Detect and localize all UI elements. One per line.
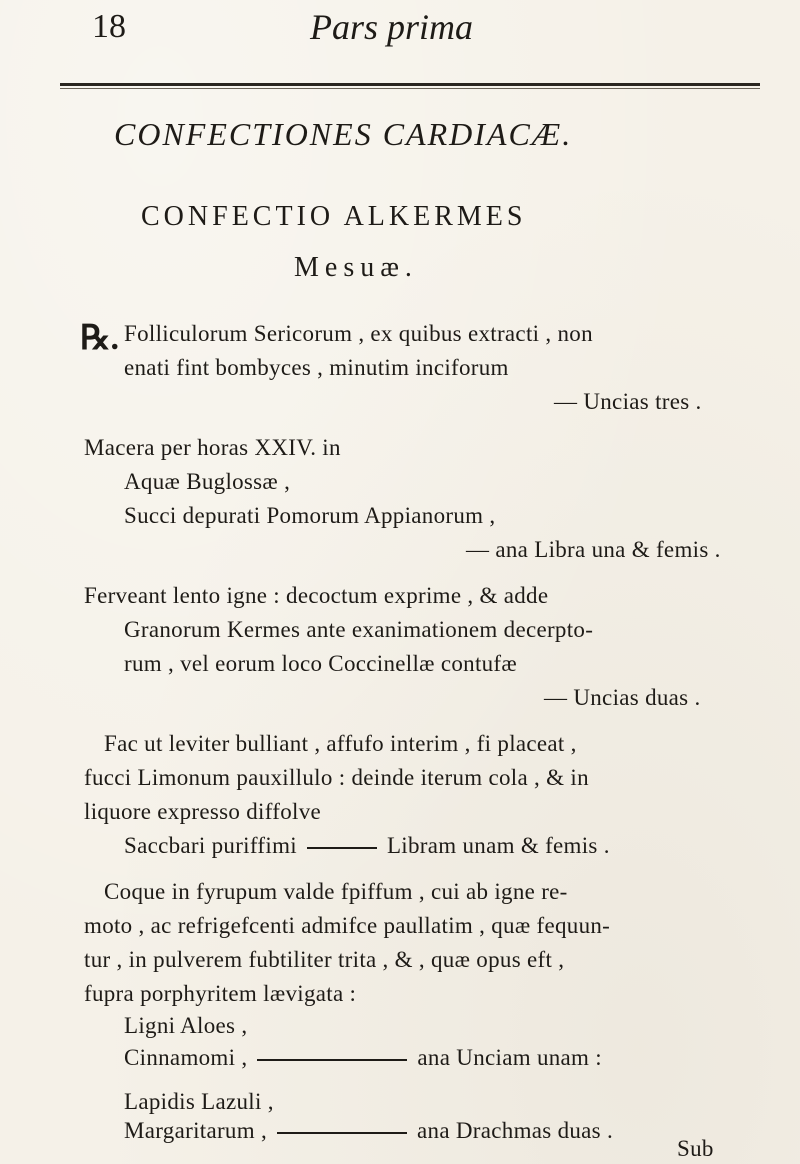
ingredient-amount: ana Drachmas duas . — [417, 1118, 614, 1143]
ingredient-name: Saccbari puriffimi — [124, 833, 297, 858]
header-rule — [60, 83, 760, 86]
text-line: moto , ac refrigefcenti admifce paullatim , quæ fequun- — [84, 913, 611, 938]
header-rule-thin — [60, 88, 760, 89]
ingredient-amount: Libram unam & femis . — [386, 833, 610, 858]
text-line: — ana Libra una & femis . — [466, 537, 721, 562]
text-line: Succi depurati Pomorum Appianorum , — [124, 503, 496, 528]
text-line: rum , vel eorum loco Coccinellæ contufæ — [124, 651, 518, 676]
ingredient-name: Cinnamomi , — [124, 1045, 248, 1070]
page-number: 18 — [92, 8, 126, 45]
recipe-author: Mesuæ. — [294, 252, 418, 283]
text-line: enati fint bombyces , minutim inciforum — [124, 355, 509, 380]
text-line: Macera per horas XXIV. in — [84, 435, 341, 460]
ingredient-amount: ana Unciam unam : — [417, 1045, 602, 1070]
text-line: tur , in pulverem fubtiliter trita , & , quæ opus eft , — [84, 947, 565, 972]
text-line: Granorum Kermes ante exanimationem decerpto- — [124, 617, 594, 642]
section-heading: CONFECTIONES CARDIACÆ. — [114, 116, 573, 152]
text-line: Folliculorum Sericorum , ex quibus extracti , non — [124, 321, 593, 346]
text-line — [124, 833, 610, 859]
text-line: Coque in fyrupum valde fpiffum , cui ab igne re- — [104, 879, 568, 904]
running-head: Pars prima — [310, 7, 474, 47]
text-line — [124, 1118, 613, 1144]
ingredient-name: Margaritarum , — [124, 1118, 268, 1143]
text-line: — Uncias tres . — [554, 389, 702, 414]
text-line: Aquæ Buglossæ , — [124, 469, 291, 494]
text-line: Fac ut leviter bulliant , affufo interim , fi placeat , — [104, 731, 577, 756]
text-line — [124, 1045, 602, 1071]
catchword: Sub — [677, 1136, 714, 1161]
leader-dash — [307, 847, 377, 849]
text-line: fupra porphyritem lævigata : — [84, 981, 357, 1006]
text-line: — Uncias duas . — [544, 685, 701, 710]
text-line: liquore expresso diffolve — [84, 799, 322, 824]
recipe-title: CONFECTIO ALKERMES — [141, 201, 527, 232]
leader-dash — [257, 1059, 407, 1061]
text-line: Lapidis Lazuli , — [124, 1089, 274, 1114]
rx-symbol: ℞. — [80, 320, 119, 357]
text-line: Ferveant lento igne : decoctum exprime , & adde — [84, 583, 549, 608]
text-line: fucci Limonum pauxillulo : deinde iterum cola , & in — [84, 765, 589, 790]
text-line: Ligni Aloes , — [124, 1013, 248, 1038]
leader-dash — [277, 1132, 407, 1134]
